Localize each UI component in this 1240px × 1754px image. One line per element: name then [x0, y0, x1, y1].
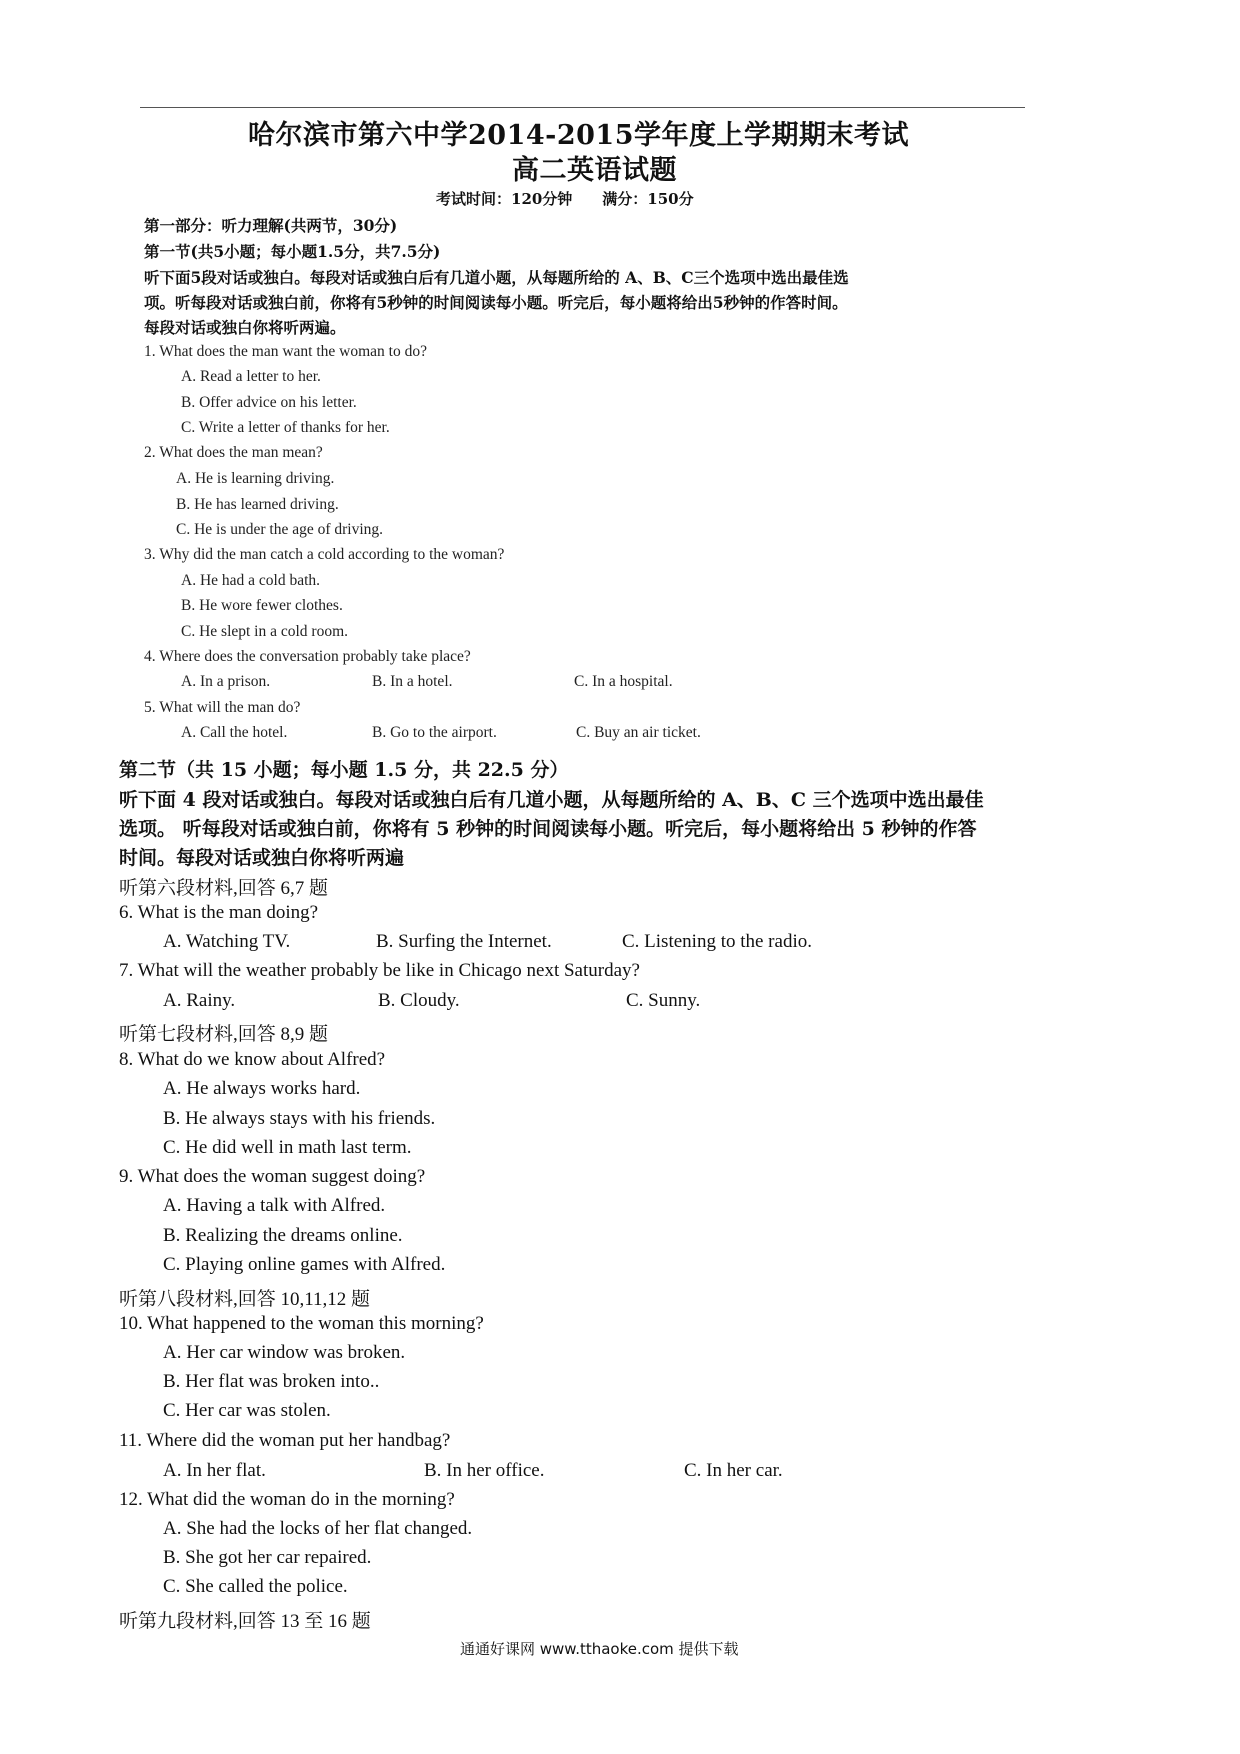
question-option: A. Her car window was broken. — [163, 1342, 406, 1363]
question-option: A. He always works hard. — [163, 1078, 361, 1099]
question-option: A. Watching TV. — [163, 931, 291, 952]
group-label: 听第六段材料,回答 6,7 题 — [119, 878, 329, 899]
question-option: C. Buy an air ticket. — [576, 724, 701, 741]
question-option: C. In a hospital. — [574, 673, 673, 690]
question-option: B. Her flat was broken into.. — [163, 1371, 380, 1392]
section1-instruction-line: 项。听每段对话或独白前，你将有5秒钟的时间阅读每小题。听完后，每小题将给出5秒钟的作答时间。 — [144, 293, 848, 312]
top-rule — [140, 107, 1025, 108]
question-stem: 12. What did the woman do in the morning? — [119, 1489, 455, 1510]
question-option: C. He is under the age of driving. — [176, 521, 384, 538]
section1-heading: 第一节(共5小题；每小题1.5分，共7.5分) — [144, 242, 441, 261]
question-option: A. She had the locks of her flat changed. — [163, 1518, 473, 1539]
question-option: C. Sunny. — [626, 990, 701, 1011]
question-option: B. Cloudy. — [378, 990, 460, 1011]
question-stem: 6. What is the man doing? — [119, 902, 319, 923]
exam-title: 哈尔滨市第六中学2014-2015学年度上学期期末考试 — [248, 120, 909, 151]
question-stem: 5. What will the man do? — [144, 699, 301, 716]
question-option: A. Read a letter to her. — [181, 368, 321, 385]
question-option: B. He wore fewer clothes. — [181, 597, 343, 614]
question-option: A. Call the hotel. — [181, 724, 288, 741]
question-option: C. In her car. — [684, 1460, 783, 1481]
question-option: B. Offer advice on his letter. — [181, 394, 357, 411]
question-option: B. In her office. — [424, 1460, 545, 1481]
exam-subtitle: 高二英语试题 — [512, 155, 677, 186]
section1-instruction-line: 每段对话或独白你将听两遍。 — [144, 318, 346, 337]
question-stem: 3. Why did the man catch a cold according to the woman? — [144, 546, 505, 563]
question-option: B. He has learned driving. — [176, 496, 339, 513]
group-label: 听第八段材料,回答 10,11,12 题 — [119, 1289, 371, 1310]
question-option: A. He is learning driving. — [176, 470, 335, 487]
group-label: 听第七段材料,回答 8,9 题 — [119, 1024, 329, 1045]
footer-source: 通通好课网 www.tthaoke.com 提供下载 — [460, 1640, 739, 1658]
question-stem: 11. Where did the woman put her handbag? — [119, 1430, 451, 1451]
part1-heading: 第一部分：听力理解(共两节，30分) — [144, 216, 398, 235]
question-option: B. He always stays with his friends. — [163, 1108, 436, 1129]
question-option: C. He slept in a cold room. — [181, 623, 349, 640]
question-option: C. Playing online games with Alfred. — [163, 1254, 446, 1275]
question-stem: 7. What will the weather probably be like in Chicago next Saturday? — [119, 960, 640, 981]
question-option: A. Having a talk with Alfred. — [163, 1195, 386, 1216]
question-stem: 2. What does the man mean? — [144, 444, 323, 461]
section2-instruction-line: 选项。 听每段对话或独白前，你将有 5 秒钟的时间阅读每小题。听完后，每小题将给出 5 秒钟的作答 — [119, 818, 977, 840]
section2-heading: 第二节（共 15 小题；每小题 1.5 分，共 22.5 分） — [119, 759, 569, 781]
question-option: A. He had a cold bath. — [181, 572, 321, 589]
question-option: A. In a prison. — [181, 673, 271, 690]
section1-instruction-line: 听下面5段对话或独白。每段对话或独白后有几道小题，从每题所给的 A、B、C三个选项中选出最佳选 — [144, 268, 849, 287]
question-option: A. Rainy. — [163, 990, 236, 1011]
section2-instruction-line: 听下面 4 段对话或独白。每段对话或独白后有几道小题，从每题所给的 A、B、C 三个选项中选出最佳 — [119, 789, 984, 811]
question-option: A. In her flat. — [163, 1460, 266, 1481]
question-stem: 1. What does the man want the woman to do? — [144, 343, 427, 360]
question-option: B. In a hotel. — [372, 673, 453, 690]
group-label: 听第九段材料,回答 13 至 16 题 — [119, 1611, 371, 1632]
question-option: C. He did well in math last term. — [163, 1137, 412, 1158]
question-option: C. Listening to the radio. — [622, 931, 812, 952]
section2-instruction-line: 时间。每段对话或独白你将听两遍 — [119, 847, 405, 869]
question-stem: 9. What does the woman suggest doing? — [119, 1166, 426, 1187]
question-stem: 4. Where does the conversation probably take place? — [144, 648, 471, 665]
question-option: B. Realizing the dreams online. — [163, 1225, 403, 1246]
question-option: C. Write a letter of thanks for her. — [181, 419, 390, 436]
question-option: B. She got her car repaired. — [163, 1547, 372, 1568]
exam-info: 考试时间：120分钟 满分：150分 — [436, 190, 694, 208]
question-option: C. She called the police. — [163, 1576, 348, 1597]
question-option: B. Go to the airport. — [372, 724, 497, 741]
question-stem: 10. What happened to the woman this morning? — [119, 1313, 484, 1334]
question-stem: 8. What do we know about Alfred? — [119, 1049, 386, 1070]
question-option: C. Her car was stolen. — [163, 1400, 331, 1421]
question-option: B. Surfing the Internet. — [376, 931, 552, 952]
